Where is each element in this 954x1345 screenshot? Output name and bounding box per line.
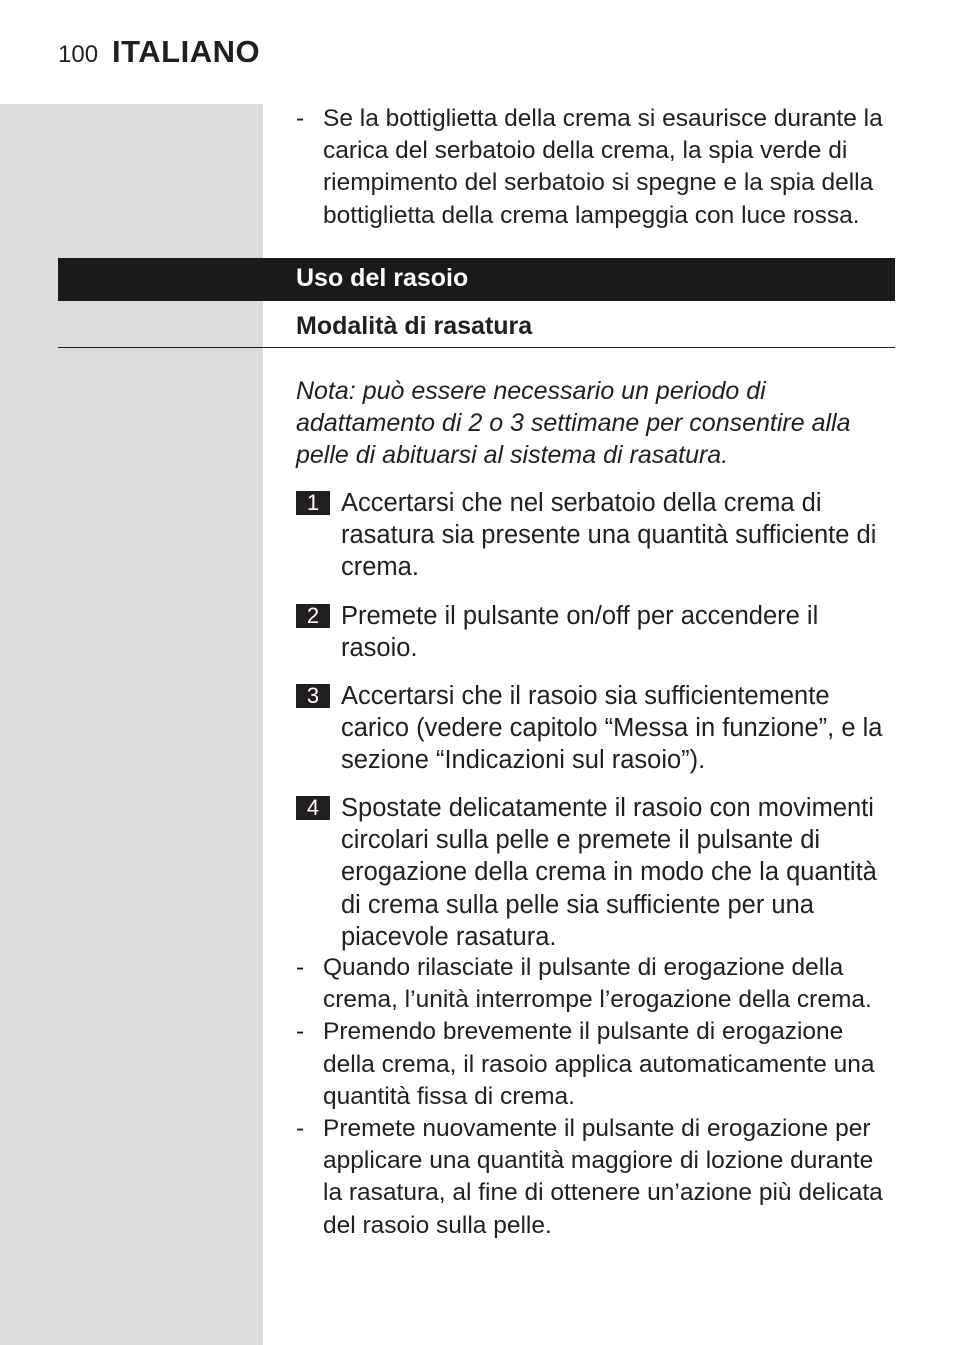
bottom-bullet-list bbox=[296, 952, 898, 1242]
step-text: Premete il pulsante on/off per accendere il rasoio. bbox=[341, 602, 819, 663]
list-item bbox=[296, 952, 898, 1016]
step-4 bbox=[296, 792, 898, 953]
bullet-text: Premete nuovamente il pulsante di erogazione per applicare una quantità maggiore di lozione durante la rasatura, al fine di ottenere un’azione più delicata del rasoio sulla pelle. bbox=[323, 1115, 883, 1239]
top-bullet-list bbox=[296, 103, 898, 232]
step-text: Spostate delicatamente il rasoio con movimenti circolari sulla pelle e premete il pulsante di erogazione della crema in modo che la quantità di crema sulla pelle sia sufficiente per una piacevole rasatura. bbox=[341, 794, 877, 951]
page-header bbox=[58, 34, 260, 74]
step-number-badge: 1 bbox=[296, 491, 330, 515]
list-item bbox=[296, 680, 898, 777]
bullet-text: Se la bottiglietta della crema si esaurisce durante la carica del serbatoio della crema, la spia verde di riempimento del serbatoio si spegne e la spia della bottiglietta della crema lampeggia con luce rossa. bbox=[323, 105, 883, 229]
section-title: Uso del rasoio bbox=[296, 264, 469, 292]
step-number-badge: 2 bbox=[296, 604, 330, 628]
step-number-badge: 4 bbox=[296, 796, 330, 820]
note-paragraph: Nota: può essere necessario un periodo di adattamento di 2 o 3 settimane per consentire alla pelle di abituarsi al sistema di rasatura. bbox=[296, 377, 851, 470]
list-item bbox=[296, 792, 898, 953]
bullet-dash: - bbox=[296, 105, 305, 132]
step-3 bbox=[296, 680, 898, 777]
language-title: ITALIANO bbox=[112, 34, 261, 69]
list-item bbox=[296, 487, 898, 584]
subsection-header bbox=[58, 308, 895, 348]
step-number-badge: 3 bbox=[296, 684, 330, 708]
bullet-dash: - bbox=[296, 954, 305, 981]
page-number: 100 bbox=[58, 41, 99, 68]
step-1 bbox=[296, 487, 898, 584]
step-2 bbox=[296, 600, 898, 664]
bullet-dash: - bbox=[296, 1115, 305, 1143]
bullet-text: Premendo brevemente il pulsante di erogazione della crema, il rasoio applica automaticamente una quantità fissa di crema. bbox=[323, 1018, 875, 1110]
bullet-dash: - bbox=[296, 1018, 305, 1046]
subsection-title: Modalità di rasatura bbox=[296, 312, 533, 340]
step-text: Accertarsi che il rasoio sia sufficientemente carico (vedere capitolo “Messa in funzione”, e la sezione “Indicazioni sul rasoio”). bbox=[341, 682, 883, 775]
bullet-text: Quando rilasciate il pulsante di erogazione della crema, l’unità interrompe l’erogazione della crema. bbox=[323, 954, 872, 1014]
list-item bbox=[296, 1113, 898, 1242]
section-header-bar bbox=[58, 258, 895, 301]
list-item bbox=[296, 600, 898, 664]
step-text: Accertarsi che nel serbatoio della crema di rasatura sia presente una quantità sufficiente di crema. bbox=[341, 489, 877, 582]
list-item bbox=[296, 103, 898, 232]
list-item bbox=[296, 1016, 898, 1113]
